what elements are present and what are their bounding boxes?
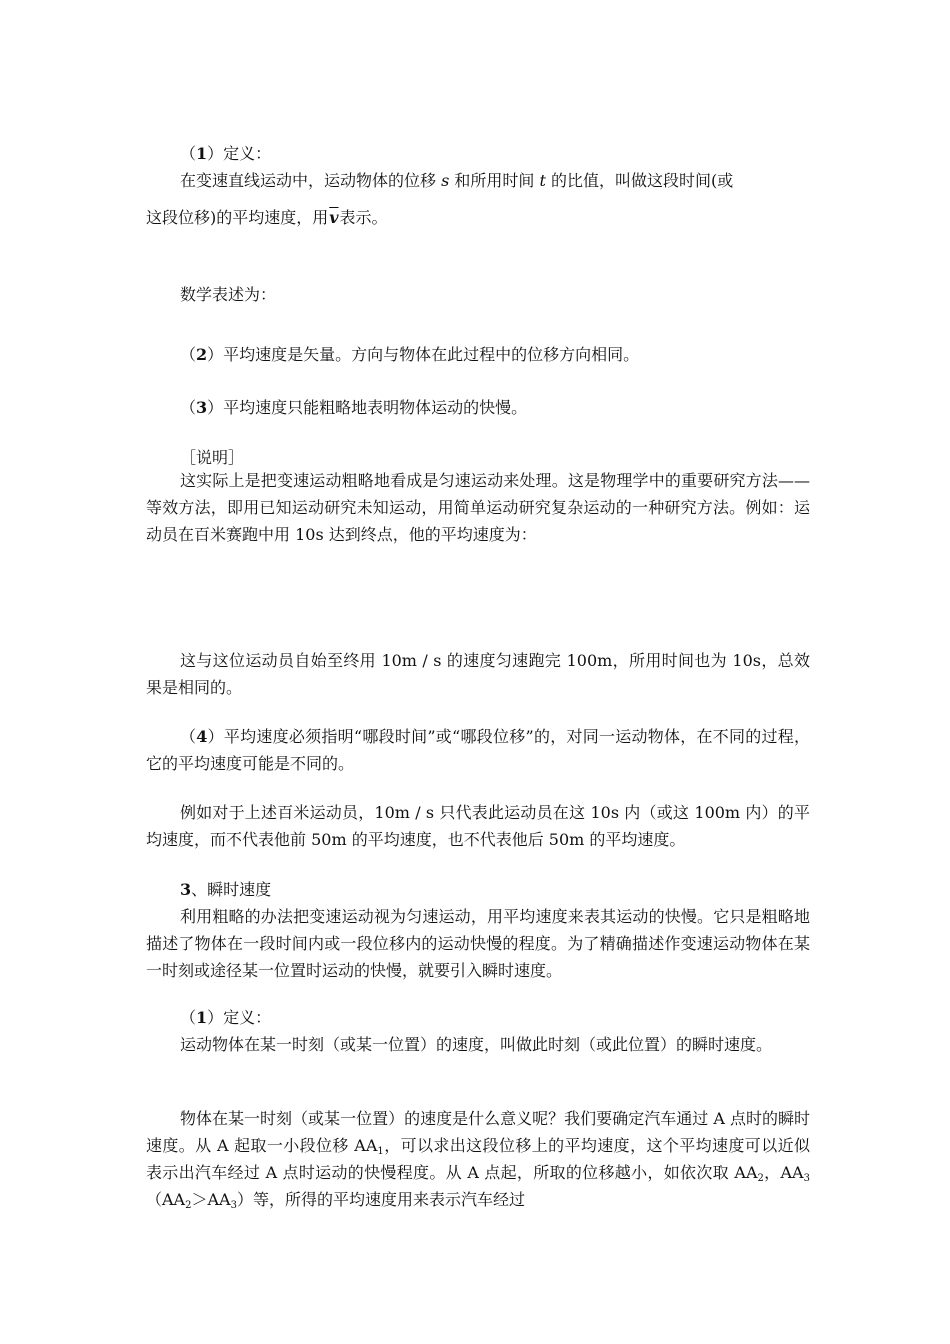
note-paragraph: 这实际上是把变速运动粗略地看成是匀速运动来处理。这是物理学中的重要研究方法——等效方法，即用已知运动研究未知运动，用简单运动研究复杂运动的一种研究方法。例如：运动员在百米赛跑中用 10s 达到终点，他的平均速度为： bbox=[146, 471, 810, 544]
equivalence-paragraph: 这与这位运动员自始至终用 10m / s 的速度匀速跑完 100m，所用时间也为 10s，总效果是相同的。 bbox=[146, 651, 810, 697]
section-number: 3 bbox=[180, 880, 192, 899]
item-number: 2 bbox=[196, 345, 208, 364]
item-number: 3 bbox=[196, 398, 208, 417]
item-3-rough: （3）平均速度只能粗略地表明物体运动的快慢。 bbox=[180, 398, 528, 417]
section-2-definition-heading bbox=[146, 140, 810, 167]
v-bar-symbol: $\overline{v}$ bbox=[329, 208, 339, 227]
note-heading: ［说明］ bbox=[180, 448, 245, 467]
section-3-heading: 3、瞬时速度 bbox=[180, 880, 272, 899]
example-paragraph: 例如对于上述百米运动员，10m / s 只代表此运动员在这 10s 内（或这 100m 内）的平均速度，而不代表他前 50m 的平均速度，也不代表他后 50m 的平均速度。 bbox=[146, 803, 810, 849]
item-number: 1 bbox=[196, 1008, 208, 1027]
instant-definition-heading: （1）定义： bbox=[180, 1008, 272, 1027]
symbol-t: t bbox=[539, 171, 546, 190]
instant-definition-text: 运动物体在某一时刻（或某一位置）的速度，叫做此时刻（或此位置）的瞬时速度。 bbox=[180, 1035, 773, 1054]
item-number: 1 bbox=[196, 144, 208, 163]
math-expression-label: 数学表述为： bbox=[180, 285, 277, 304]
heading-text: ）定义： bbox=[207, 144, 272, 163]
symbol-s: s bbox=[441, 171, 450, 190]
item-2-vector: （2）平均速度是矢量。方向与物体在此过程中的位移方向相同。 bbox=[180, 345, 640, 364]
item-number: 4 bbox=[196, 727, 208, 746]
average-velocity-definition-line2: 这段位移)的平均速度，用$\overline{v}$表示。 bbox=[146, 208, 388, 227]
meaning-paragraph: 物体在某一时刻（或某一位置）的速度是什么意义呢？我们要确定汽车通过 A 点时的瞬时速度。从 A 起取一小段位移 $AA_1$，可以求出这段位移上的平均速度，这个平均速度可以近似表示出汽车经过 A 点时运动的快慢程度。从 A 点起，所取的位移越小，如依次取 $AA_2$，$AA_3(AA_2>AA_3)$等，所得的平均速度用来表示汽车经过 bbox=[146, 1109, 810, 1211]
item-4-specify: （4）平均速度必须指明“哪段时间”或“哪段位移”的，对同一运动物体，在不同的过程，它的平均速度可能是不同的。 bbox=[146, 727, 810, 773]
average-velocity-definition-line1: 在变速直线运动中，运动物体的位移 s 和所用时间 t 的比值，叫做这段时间(或 bbox=[180, 171, 734, 190]
paren-open: （ bbox=[180, 144, 197, 163]
instant-velocity-intro: 利用粗略的办法把变速运动视为匀速运动，用平均速度来表其运动的快慢。它只是粗略地描述了物体在一段时间内或一段位移内的运动快慢的程度。为了精确描述作变速运动物体在某一时刻或途径某一位置时运动的快慢，就要引入瞬时速度。 bbox=[146, 907, 810, 980]
